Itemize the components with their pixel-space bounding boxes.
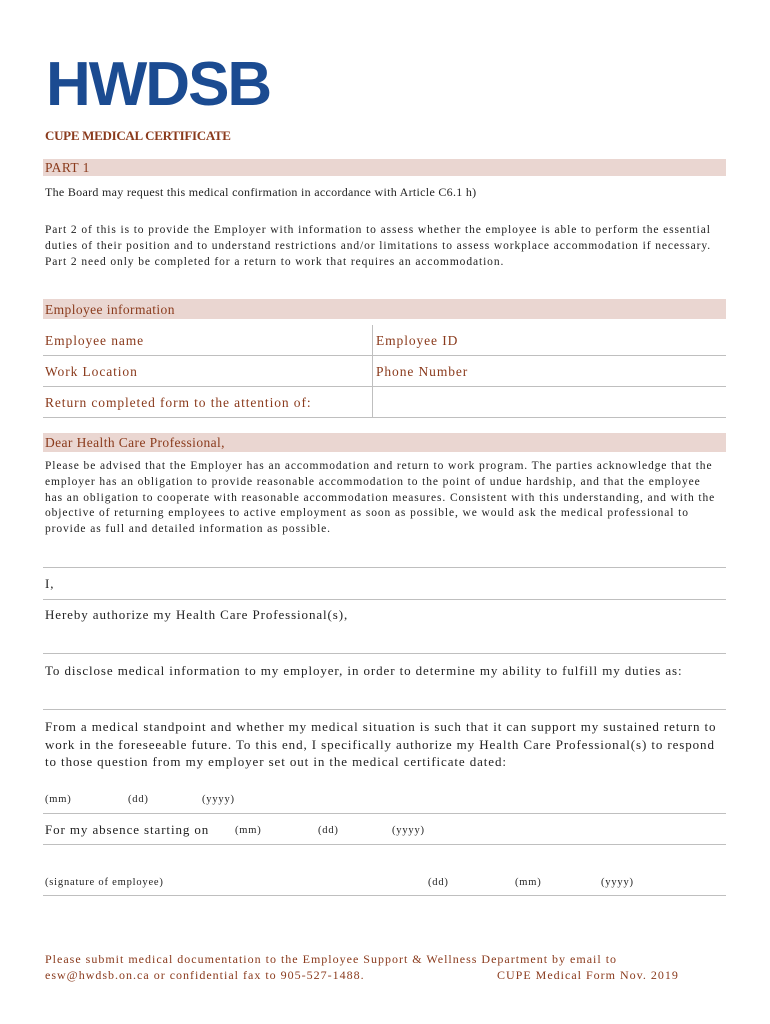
signature-label: (signature of employee) (45, 877, 164, 888)
cert-date-dd: (dd) (128, 794, 149, 805)
phone-number-label: Phone Number (376, 364, 469, 379)
employee-info-label: Employee information (45, 302, 175, 317)
i-label: I, (45, 576, 55, 591)
part1-intro: The Board may request this medical confirmation in accordance with Article C6.1 h) (45, 185, 477, 199)
employee-row3-rule (43, 417, 726, 418)
employee-column-divider (372, 325, 373, 417)
employee-row1-rule (43, 355, 726, 356)
work-location-label: Work Location (45, 364, 138, 379)
i-rule (43, 599, 726, 600)
cert-date-yyyy: (yyyy) (202, 794, 235, 805)
cert-date-mm: (mm) (45, 794, 72, 805)
certificate-title: CUPE MEDICAL CERTIFICATE (45, 128, 231, 143)
absence-dd: (dd) (318, 825, 339, 836)
hereby-authorize-label: Hereby authorize my Health Care Professional(s), (45, 607, 349, 622)
employee-row2-rule (43, 386, 726, 387)
employee-name-label: Employee name (45, 333, 145, 348)
footer-instructions: Please submit medical documentation to the Employee Support & Wellness Department by email to (45, 952, 618, 966)
hwdsb-logo: HWDSB (46, 50, 271, 119)
footer-contact: esw@hwdsb.on.ca or confidential fax to 905-527-1488. (45, 968, 365, 982)
signature-rule (43, 895, 726, 896)
part1-label: PART 1 (45, 160, 90, 175)
absence-label: For my absence starting on (45, 822, 210, 837)
signature-dd: (dd) (428, 877, 449, 888)
absence-rule (43, 844, 726, 845)
signature-mm: (mm) (515, 877, 542, 888)
letter-salutation: Dear Health Care Professional, (45, 435, 225, 450)
part1-band (43, 159, 726, 176)
hereby-rule (43, 653, 726, 654)
letter-body: Please be advised that the Employer has an accommodation and return to work program. The parties acknowledge that the employer has an obligation to provide reasonable accommodation to the point of undue hardship, and that the employee has an obligation to cooperate with reasonable accommodation measures. Consistent with this understanding, and with the objective of returning employees to active employment as soon as possible, we would ask the medical professional to provide as full and detailed information as possible. (45, 460, 716, 536)
signature-yyyy: (yyyy) (601, 877, 634, 888)
part1-purpose: Part 2 of this is to provide the Employer with information to assess whether the employee is able to perform the essential duties of their position and to understand restrictions and/or limitations to assess workplace accommodation if necessary. Part 2 need only be completed for a return to work that requires an accommodation. (45, 224, 712, 268)
standpoint-paragraph: From a medical standpoint and whether my medical situation is such that it can support my sustained return to work in the foreseeable future. To this end, I specifically authorize my Health Care Professional(s) to respond to those question from my employer set out in the medical certificate dated: (45, 719, 717, 769)
absence-yyyy: (yyyy) (392, 825, 425, 836)
footer-form-id: CUPE Medical Form Nov. 2019 (497, 968, 679, 982)
cert-date-rule (43, 813, 726, 814)
disclose-label: To disclose medical information to my employer, in order to determine my ability to fulfill my duties as: (45, 663, 683, 678)
employee-id-label: Employee ID (376, 333, 459, 348)
absence-mm: (mm) (235, 825, 262, 836)
disclose-rule (43, 709, 726, 710)
auth-top-rule (43, 567, 726, 568)
return-to-label: Return completed form to the attention of: (45, 395, 312, 410)
